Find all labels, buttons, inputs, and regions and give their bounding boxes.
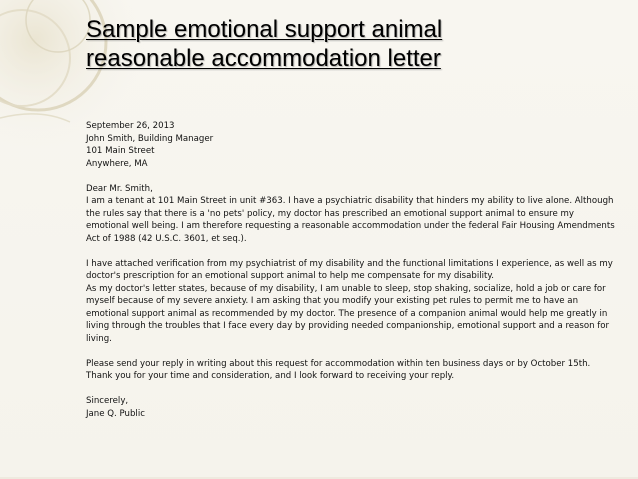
slide-title xyxy=(86,15,442,73)
paragraph-1-line-1: I am a tenant at 101 Main Street in unit #363. I have a psychiatric disability that hinders my ability to live alone. Although xyxy=(86,196,614,206)
recipient-name: John Smith, Building Manager xyxy=(86,133,214,144)
recipient-city: Anywhere, MA xyxy=(86,158,148,169)
paragraph-2-line-3: As my doctor's letter states, because of my disability, I am unable to sleep, stop shaking, socialize, hold a job or care for xyxy=(86,283,606,294)
paragraph-3-line-2: Thank you for your time and consideration, and I look forward to receiving your reply. xyxy=(86,371,455,381)
spacer xyxy=(86,345,616,358)
letter-body xyxy=(86,120,616,420)
recipient-street: 101 Main Street xyxy=(86,146,155,156)
closing: Sincerely, xyxy=(86,396,129,406)
slide-title-line-1: Sample emotional support animal xyxy=(86,16,443,43)
signature: Jane Q. Public xyxy=(86,408,145,419)
paragraph-2-line-4: myself because of my severe anxiety. I am asking that you modify your existing pet rules to permit me to have an xyxy=(86,296,579,306)
spacer xyxy=(86,170,616,183)
slide-title-line-2: reasonable accommodation letter xyxy=(86,45,441,72)
paragraph-1-line-4: Act of 1988 (42 U.S.C. 3601, et seq.). xyxy=(86,233,247,244)
paragraph-3-line-1: Please send your reply in writing about this request for accommodation within ten business days or by October 15th. xyxy=(86,358,591,369)
paragraph-2-line-1: I have attached verification from my psychiatrist of my disability and the functional limitations I experience, as well as my xyxy=(86,258,613,269)
paragraph-1-line-2: the rules say that there is a 'no pets' policy, my doctor has prescribed an emotional support animal to ensure my xyxy=(86,208,574,219)
paragraph-2-line-7: living. xyxy=(86,333,112,344)
paragraph-2-line-6: living through the troubles that I face every day by providing needed companionship, emotional support and a reason for xyxy=(86,321,610,331)
letter-date: September 26, 2013 xyxy=(86,121,175,131)
spacer xyxy=(86,245,616,258)
salutation: Dear Mr. Smith, xyxy=(86,183,153,194)
paragraph-2-line-2: doctor's prescription for an emotional support animal to help me compensate for my disability. xyxy=(86,271,495,281)
spacer xyxy=(86,383,616,396)
paragraph-2-line-5: emotional support animal as recommended by my doctor. The presence of a companion animal would help me greatly in xyxy=(86,308,608,319)
paragraph-1-line-3: emotional well being. I am therefore requesting a reasonable accommodation under the federal Fair Housing Amendments xyxy=(86,221,615,231)
